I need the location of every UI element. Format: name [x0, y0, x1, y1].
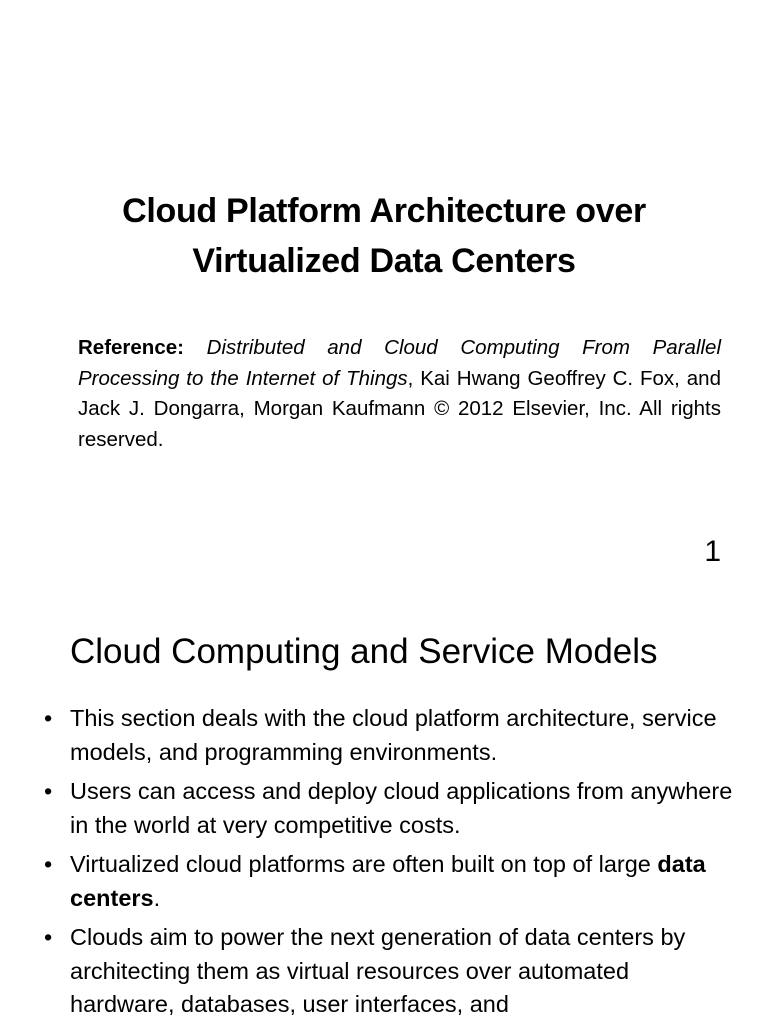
title-line-2: Virtualized Data Centers [192, 242, 576, 280]
page-number: 1 [704, 535, 721, 568]
slide-title: Cloud Computing and Service Models [70, 632, 658, 671]
bullet-icon: • [44, 924, 53, 950]
slide-title [40, 186, 728, 286]
bullet-item [44, 848, 734, 915]
reference-label: Reference: [78, 336, 184, 359]
bullet-icon: • [44, 778, 53, 804]
bullet-list [44, 702, 734, 1028]
bullet-item [44, 921, 734, 1022]
bullet-text-end: . [153, 884, 161, 911]
slide-2 [0, 590, 768, 1024]
bullet-text: Clouds aim to power the next generation of data centers by architecting them as virtual resources over automated hardware, databases, user interfaces, and [70, 924, 686, 1017]
bullet-icon: • [44, 851, 53, 877]
bullet-item [44, 702, 734, 769]
title-line-1: Cloud Platform Architecture over [122, 192, 646, 230]
bullet-item [44, 775, 734, 842]
bullet-bold-text: data centers [70, 851, 706, 911]
bullet-text: This section deals with the cloud platform architecture, service models, and programming environments. [70, 705, 717, 765]
reference-paragraph [78, 333, 721, 455]
reference-book-title: Distributed and Cloud Computing From Parallel Processing to the Internet of Things [78, 336, 722, 390]
bullet-text: Virtualized cloud platforms are often built on top of large [70, 851, 658, 877]
reference-details: , Kai Hwang Geoffrey C. Fox, and Jack J. Dongarra, Morgan Kaufmann © 2012 Elsevier, Inc. All rights reserved. [78, 366, 721, 451]
bullet-icon: • [44, 705, 53, 731]
bullet-text: Users can access and deploy cloud applications from anywhere in the world at very competitive costs. [70, 778, 733, 838]
